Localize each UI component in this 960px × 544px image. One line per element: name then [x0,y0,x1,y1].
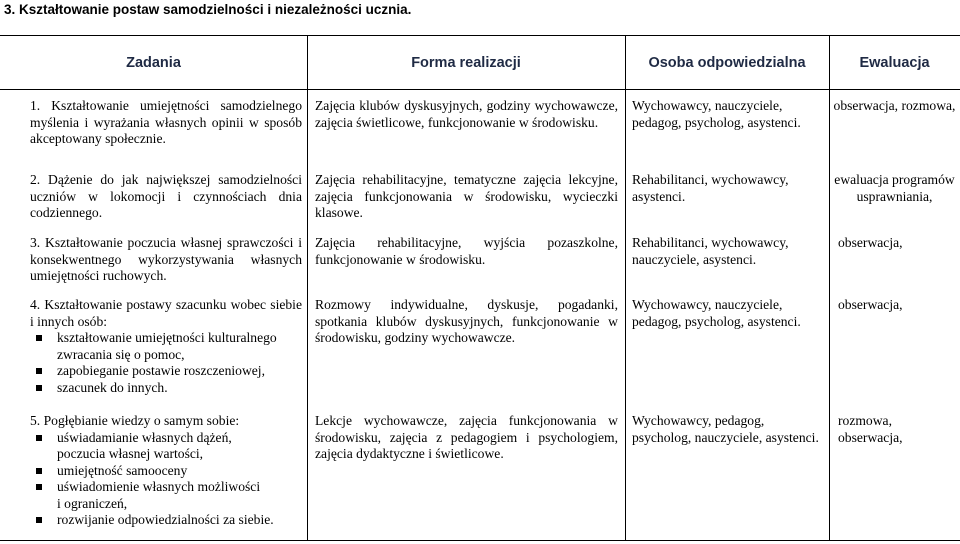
row-3-evaluation: obserwacja, [838,235,903,250]
row-4-evaluation: obserwacja, [838,297,903,312]
row-2-person: Rehabilitanci, wychowawcy, asystenci. [632,172,789,204]
list-item: uświadomienie własnych możliwości [30,479,302,496]
header-bottom-border [0,89,960,90]
list-item: zwracania się o pomoc, [57,346,185,362]
col-header-tasks: Zadania [126,55,181,71]
list-item: i ograniczeń, [57,495,128,511]
list-item: uświadamianie własnych dążeń, [30,430,302,447]
row-4-task-title: 4. Kształtowanie postawy szacunku wobec siebie i innych osób: [30,297,302,329]
col-header-person: Osoba odpowiedzialna [648,55,806,71]
list-item: poczucia własnej wartości, [57,446,204,461]
row-2-form: Zajęcia rehabilitacyjne, tematyczne zajęcia lekcyjne, zajęcia funkcjonowania w środowisku, wycieczki klasowe. [315,172,618,220]
list-item: umiejętność samooceny [30,463,302,480]
row-1-task: 1. Kształtowanie umiejętności samodzielnego myślenia i wyrażania własnych opinii w sposób akceptowany społecznie. [30,98,302,146]
row-4-task [30,297,302,396]
row-3-task: 3. Kształtowanie poczucia własnej sprawczości i konsekwentnego wykorzystywania własnych umiejętności ruchowych. [30,235,302,283]
row-2-task: 2. Dążenie do jak największej samodzielności uczniów w lokomocji i czynnościach dnia codziennego. [30,172,302,220]
row-1-person: Wychowawcy, nauczyciele, pedagog, psycholog, asystenci. [632,98,801,130]
section-heading: 3. Kształtowanie postaw samodzielności i niezależności ucznia. [4,2,412,17]
col-header-form: Forma realizacji [411,55,521,71]
list-item: kształtowanie umiejętności kulturalnego [30,330,302,347]
col-header-evaluation: Ewaluacja [859,55,930,71]
row-5-task-title: 5. Pogłębianie wiedzy o samym sobie: [30,413,240,428]
row-4-person: Wychowawcy, nauczyciele, pedagog, psycholog, asystenci. [632,297,801,329]
row-3-person: Rehabilitanci, wychowawcy, nauczyciele, asystenci. [632,235,789,267]
col-divider-1 [307,35,308,541]
row-4-task-list [30,330,302,396]
row-5-evaluation: rozmowa, obserwacja, [838,413,903,445]
row-4-form: Rozmowy indywidualne, dyskusje, pogadanki, spotkania klubów dyskusyjnych, funkcjonowanie w środowisku, godziny wychowawcze. [315,297,618,345]
row-1-evaluation: obserwacja, rozmowa, [833,98,956,113]
row-2-evaluation: ewaluacja programów usprawniania, [834,172,955,204]
row-3-form: Zajęcia rehabilitacyjne, wyjścia pozaszkolne, funkcjonowanie w środowisku. [315,235,618,267]
row-5-form: Lekcje wychowawcze, zajęcia funkcjonowania w środowisku, zajęcia z pedagogiem i psychologiem, zajęcia dydaktyczne i świetlicowe. [315,413,618,461]
list-item: zapobieganie postawie roszczeniowej, [30,363,302,380]
col-divider-2 [625,35,626,541]
table-bottom-border [0,540,960,541]
list-item: rozwijanie odpowiedzialności za siebie. [30,512,302,529]
table-top-border [0,35,960,36]
list-item: szacunek do innych. [30,380,302,397]
row-1-form: Zajęcia klubów dyskusyjnych, godziny wychowawcze, zajęcia świetlicowe, funkcjonowanie w środowisku. [315,98,618,130]
row-5-person: Wychowawcy, pedagog, psycholog, nauczyciele, asystenci. [632,413,819,445]
row-5-task [30,413,302,529]
row-5-task-list [30,430,302,529]
